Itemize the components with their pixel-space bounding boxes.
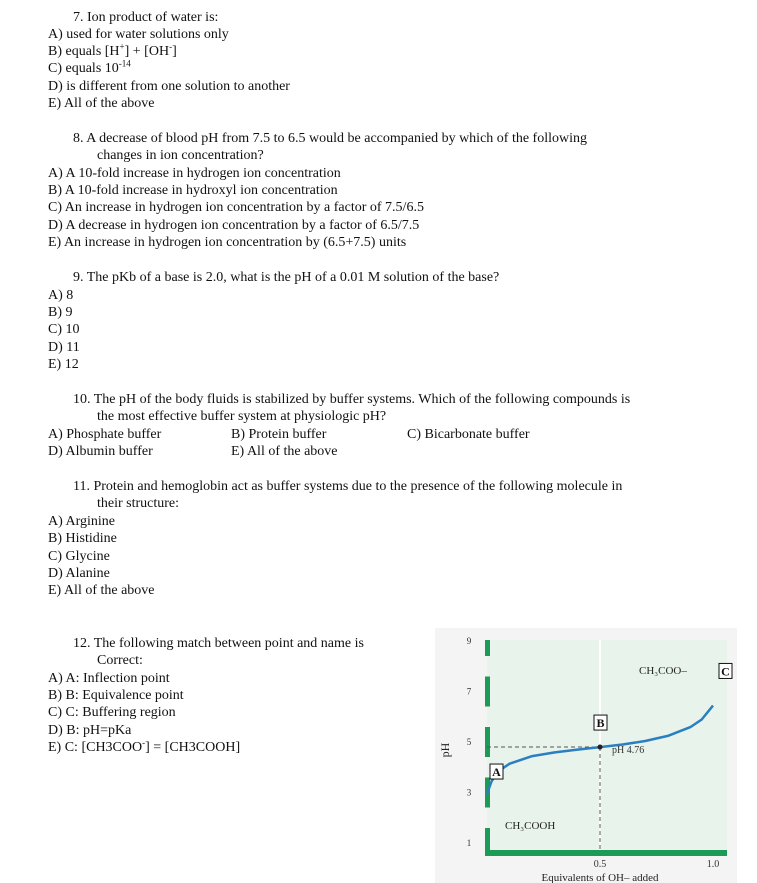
q9-option-e: E) 12	[48, 357, 79, 372]
q8-option-d: D) A decrease in hydrogen ion concentration by a factor of 6.5/7.5	[48, 218, 420, 233]
q9-option-a: A) 8	[48, 288, 74, 303]
x-tick-0.5: 0.5	[593, 859, 607, 870]
q10-stem: 10. The pH of the body fluids is stabilized by buffer systems. Which of the following compounds is	[73, 392, 631, 407]
y-tick-9: 9	[466, 636, 472, 646]
y-tick-3: 3	[466, 787, 472, 798]
x-axis-label: Equivalents of OH– added	[541, 872, 659, 883]
q10-option-b: B) Protein buffer	[231, 427, 327, 442]
y-axis-bar-5	[485, 727, 490, 757]
x-axis-bar	[485, 850, 727, 856]
q7-stem: 7. Ion product of water is:	[73, 10, 219, 25]
q7-option-e: E) All of the above	[48, 96, 155, 111]
q10-option-c: C) Bicarbonate buffer	[407, 427, 530, 442]
y-axis-label: pH	[438, 742, 452, 758]
acid-label: CH₃COOH	[505, 820, 556, 832]
y-axis-bar-7	[485, 677, 490, 707]
q7-option-b: B) equals [H+] + [OH-]	[48, 41, 177, 59]
y-tick-5: 5	[466, 737, 472, 747]
q11-stem: 11. Protein and hemoglobin act as buffer systems due to the presence of the following molecule in	[73, 479, 623, 494]
q7-option-c: C) equals $10^{-14}$	[48, 58, 131, 76]
q10-option-a: A) Phosphate buffer	[48, 427, 162, 442]
plot-background	[487, 640, 727, 850]
q8-option-b: B) A 10-fold increase in hydroxyl ion concentration	[48, 183, 338, 198]
y-tick-1: 1	[466, 838, 472, 848]
q12-option-a: A) A: Inflection point	[48, 671, 170, 686]
q10-option-e: E) All of the above	[231, 444, 338, 459]
q12-stem-cont: Correct:	[97, 653, 143, 668]
q9-stem: 9. The pKb of a base is 2.0, what is the pH of a 0.01 M solution of the base?	[73, 270, 500, 285]
q8-option-e: E) An increase in hydrogen ion concentration by (6.5+7.5) units	[48, 235, 407, 250]
q10-option-d: D) Albumin buffer	[48, 444, 153, 459]
y-axis-bar-9	[485, 640, 490, 656]
x-tick-1.0: 1.0	[706, 859, 720, 870]
q10-stem-cont: the most effective buffer system at physiologic pH?	[97, 409, 387, 424]
q8-stem: 8. A decrease of blood pH from 7.5 to 6.5 would be accompanied by which of the following	[73, 131, 587, 146]
q11-option-c: C) Glycine	[48, 549, 110, 564]
q11-option-d: D) Alanine	[48, 566, 110, 581]
q12-option-d: D) B: pH=pKa	[48, 723, 132, 738]
q12-option-b: B) B: Equivalence point	[48, 688, 184, 703]
q7-option-a: A) used for water solutions only	[48, 27, 229, 42]
q8-stem-cont: changes in ion concentration?	[97, 148, 264, 163]
y-tick-7: 7	[466, 686, 472, 697]
q9-option-c: C) 10	[48, 322, 80, 337]
point-b-label: B	[596, 716, 605, 731]
q8-option-c: C) An increase in hydrogen ion concentration by a factor of 7.5/6.5	[48, 200, 424, 215]
point-b-dot	[598, 745, 603, 750]
q12-option-c: C) C: Buffering region	[48, 705, 176, 720]
q11-stem-cont: their structure:	[97, 496, 180, 511]
q7-option-d: D) is different from one solution to another	[48, 79, 290, 94]
q11-option-e: E) All of the above	[48, 583, 155, 598]
q9-option-b: B) 9	[48, 305, 73, 320]
q12-option-e: E) C: [CH3COO-] = [CH3COOH]	[48, 737, 241, 755]
q12-stem: 12. The following match between point and name is	[73, 636, 364, 651]
base-label: CH₃COO–	[639, 665, 687, 677]
q9-option-d: D) 11	[48, 340, 80, 355]
titration-chart	[435, 628, 737, 883]
q8-option-a: A) A 10-fold increase in hydrogen ion concentration	[48, 166, 341, 181]
q11-option-a: A) Arginine	[48, 514, 116, 529]
point-a-label: A	[492, 765, 501, 780]
y-axis-bar-1	[485, 828, 490, 850]
point-c-label: C	[721, 664, 730, 679]
q11-option-b: B) Histidine	[48, 531, 117, 546]
pka-label: pH 4.76	[612, 745, 645, 757]
